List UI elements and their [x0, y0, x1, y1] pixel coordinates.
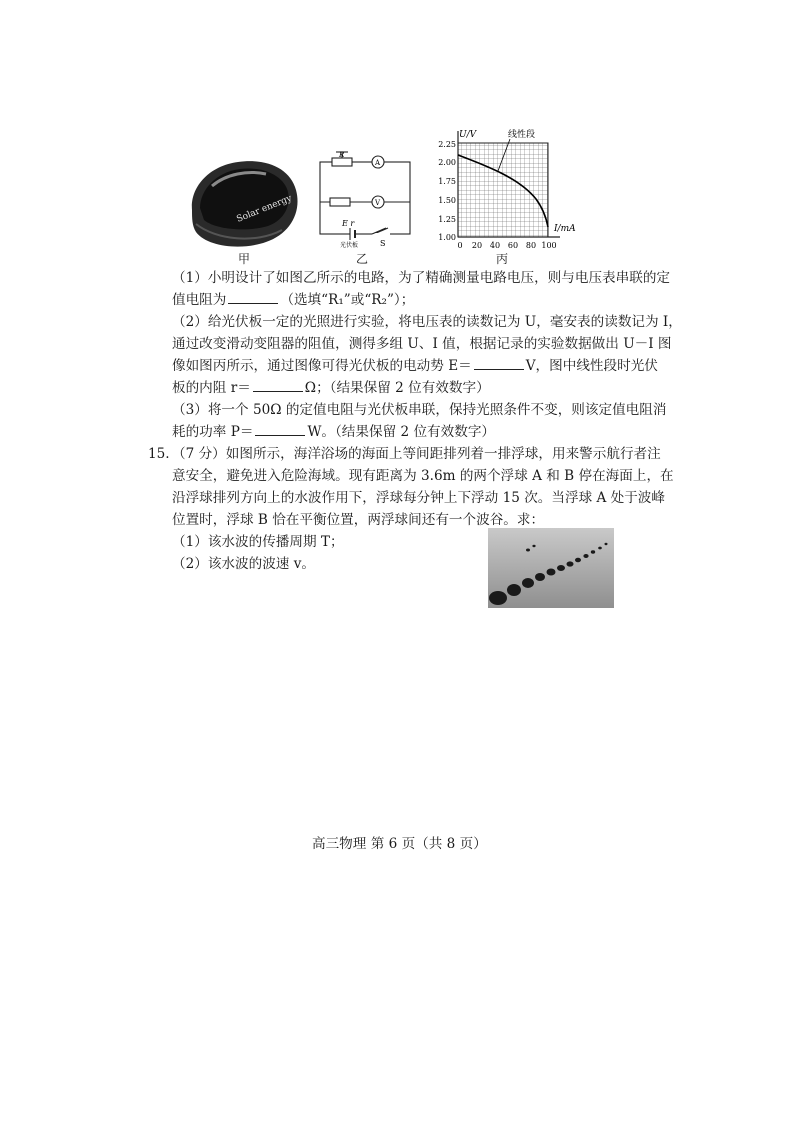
circuit-diagram: [314, 150, 416, 248]
text: 耗的功率 P＝: [172, 424, 254, 440]
source-label: E r: [342, 219, 355, 228]
caption-bing: 丙: [496, 252, 509, 266]
source-sub-label: 光伏板: [340, 242, 359, 248]
q15-line3: 沿浮球排列方向上的水波作用下，浮球每分钟上下浮动 15 次。当浮球 A 处于波峰: [172, 490, 665, 506]
q14-part3-line1: （3）将一个 50Ω 的定值电阻与光伏板串联，保持光照条件不变，则该定值电阻消: [172, 402, 667, 418]
text: （选填“R₁”或“R₂”）；: [280, 292, 415, 308]
x-axis-label: I/mA: [554, 224, 576, 234]
x-tick: 40: [489, 241, 501, 250]
answer-blank[interactable]: [255, 423, 305, 436]
y-tick: 1.50: [438, 196, 456, 205]
q14-part3-line2: [172, 422, 495, 442]
y-tick: 1.75: [438, 177, 456, 186]
x-tick: 20: [471, 241, 483, 250]
answer-blank[interactable]: [228, 291, 278, 304]
x-tick: 80: [525, 241, 537, 250]
text: 值电阻为: [172, 292, 227, 308]
linear-segment-annotation: 线性段: [508, 130, 536, 140]
voltmeter-label: V: [375, 199, 381, 207]
q14-part2-line2: 通过改变滑动变阻器的阻值，测得多组 U、I 值，根据记录的实验数据做出 U－I 图: [172, 336, 672, 352]
text: W。（结果保留 2 位有效数字）: [307, 424, 496, 440]
q14-part1-line2: [172, 290, 414, 310]
y-axis-label: U/V: [459, 130, 477, 140]
page-footer: 高三物理 第 6 页（共 8 页）: [312, 836, 487, 852]
y-tick: 1.00: [438, 233, 456, 242]
q14-part1-line1: （1）小明设计了如图乙所示的电路，为了精确测量电路电压，则与电压表串联的定: [172, 270, 671, 286]
q15-number: 15.: [148, 446, 170, 462]
q14-part2-line3: [172, 356, 658, 376]
ammeter-label: A: [375, 159, 381, 167]
caption-jia: 甲: [238, 252, 251, 266]
caption-yi: 乙: [356, 252, 369, 266]
solar-energy-label: Solar energy: [235, 193, 294, 225]
u-i-graph: [430, 127, 600, 255]
x-tick: 100: [541, 241, 557, 250]
resistor-label: R: [339, 151, 345, 159]
q15-sub1: （1）该水波的传播周期 T；: [172, 534, 344, 550]
y-tick: 1.25: [438, 215, 456, 224]
q15-line2: 意安全，避免进入危险海域。现有距离为 3.6m 的两个浮球 A 和 B 停在海面上，在: [172, 468, 674, 484]
text: 像如图丙所示，通过图像可得光伏板的电动势 E＝: [172, 358, 472, 374]
switch-label: S: [380, 239, 386, 248]
text: V，图中线性段时光伏: [525, 358, 658, 374]
q15-line1: （7 分）如图所示，海洋浴场的海面上等间距排列着一排浮球，用来警示航行者注: [172, 446, 661, 462]
solar-panel-figure: [186, 158, 304, 250]
text: Ω；（结果保留 2 位有效数字）: [304, 380, 490, 396]
text: 板的内阻 r＝: [172, 380, 251, 396]
x-tick-labels: [457, 241, 556, 250]
y-tick: 2.25: [438, 140, 456, 149]
x-tick: 0: [457, 241, 463, 250]
buoys-photo: [488, 528, 614, 608]
q14-part2-line1: （2）给光伏板一定的光照进行实验，将电压表的读数记为 U，毫安表的读数记为 I，: [172, 314, 682, 330]
y-tick: 2.00: [438, 158, 456, 167]
x-tick: 60: [507, 241, 519, 250]
answer-blank[interactable]: [253, 379, 303, 392]
answer-blank[interactable]: [474, 357, 524, 370]
q15-sub2: （2）该水波的波速 v。: [172, 556, 315, 572]
y-tick-labels: [438, 140, 456, 242]
q15-line4: 位置时，浮球 B 恰在平衡位置，两浮球间还有一个波谷。求：: [172, 512, 545, 528]
q14-part2-line4: [172, 378, 490, 398]
